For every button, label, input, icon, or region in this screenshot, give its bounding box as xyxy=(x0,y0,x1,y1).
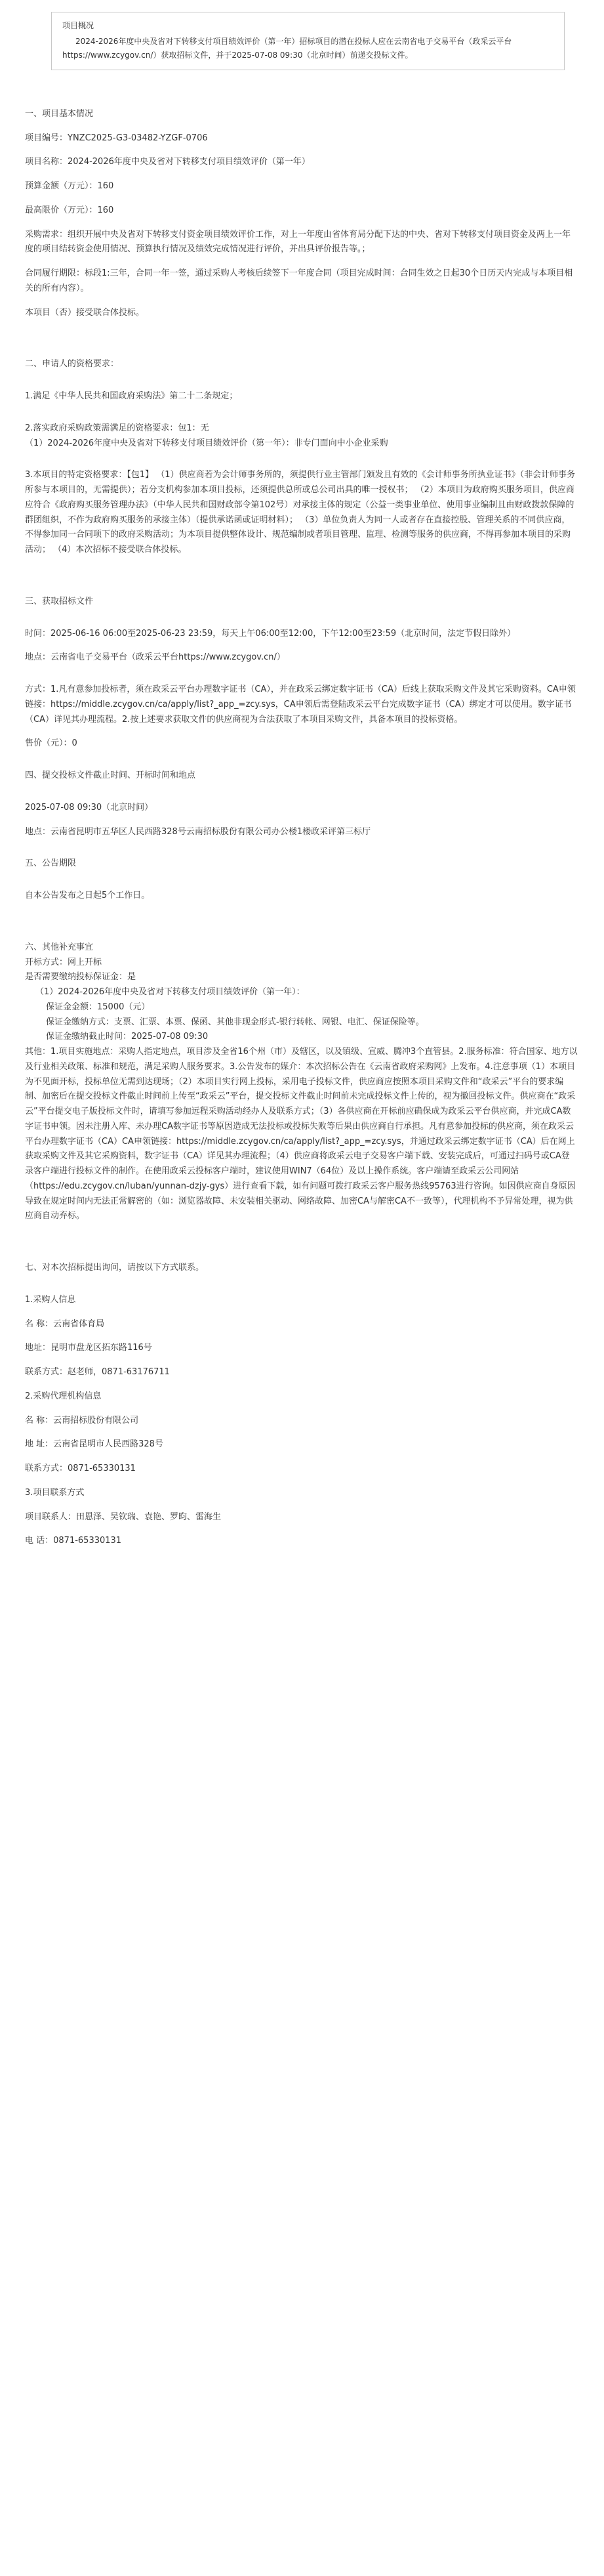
section-heading: 三、获取招标文件 xyxy=(25,596,94,606)
qualification-item-2: 2.落实政府采购政策需满足的资格要求：包1：无 xyxy=(25,423,209,433)
qualification-item-1: 1.满足《中华人民共和国政府采购法》第二十二条规定； xyxy=(25,391,238,402)
section-contact xyxy=(25,1261,578,1549)
project-name: 项目名称：2024-2026年度中央及省对下转移支付项目绩效评价（第一年） xyxy=(25,157,310,167)
agent-name: 名 称：云南招标股份有限公司 xyxy=(25,1415,139,1425)
docs-method: 方式：1.凡有意参加投标者，须在政采云平台办理数字证书（CA），并在政采云绑定数字证书（CA）后线上获取采购文件及其它采购资料。CA申领链接：https://middle.zcygov.cn/ca/apply/list?_app_=zcy.sys，CA申领后需登陆政采云平台完成数字证书（CA）绑定才可以使用。数字证书（CA）详见其办理流程。2.按上述要求获取文件的供应商视为合法获取了本项目采购文件，具备本项目的投标资格。 xyxy=(25,685,576,725)
overview-title: 项目概况 xyxy=(62,21,94,30)
section-heading: 一、项目基本情况 xyxy=(25,108,94,119)
deposit-amount: 保证金金额：15000（元） xyxy=(46,1002,150,1012)
section-get-documents xyxy=(25,595,578,751)
deposit-question: 是否需要缴纳投标保证金：是 xyxy=(25,972,136,982)
agent-address: 地 址：云南省昆明市人民西路328号 xyxy=(25,1439,163,1450)
section-deadline xyxy=(25,769,578,839)
deadline-place: 地点：云南省昆明市五华区人民西路328号云南招标股份有限公司办公楼1楼政采评第三标厅 xyxy=(25,826,371,837)
section-heading: 四、提交投标文件截止时间、开标时间和地点 xyxy=(25,771,196,781)
section-heading: 七、对本次招标提出询问，请按以下方式联系。 xyxy=(25,1263,205,1273)
section-heading: 六、其他补充事宜 xyxy=(25,942,94,952)
buyer-phone: 联系方式：赵老师，0871-63176711 xyxy=(25,1367,170,1378)
section-qualification xyxy=(25,357,578,558)
section-heading: 五、公告期限 xyxy=(25,858,77,869)
notice-period-text: 自本公告发布之日起5个工作日。 xyxy=(25,891,150,901)
docs-place: 地点：云南省电子交易平台（政采云平台https://www.zcygov.cn/） xyxy=(25,652,285,663)
procurement-requirement: 采购需求：组织开展中央及省对下转移支付资金项目绩效评价工作，对上一年度由省体育局分配下达的中央、省对下转移支付项目资金及两上一年度的项目结转资金使用情况、预算执行情况及绩效完成情况进行评价，并出具评价报告等。； xyxy=(25,229,571,255)
section-other-matters xyxy=(25,940,578,1224)
section-notice-period xyxy=(25,856,578,904)
deposit-deadline: 保证金缴纳截止时间：2025-07-08 09:30 xyxy=(46,1032,209,1042)
overview-text: 2024-2026年度中央及省对下转移支付项目绩效评价（第一年）招标项目的潜在投标人应在云南省电子交易平台（政采云平台https://www.zcygov.cn/）获取招标文件，并于2025-07-08 09:30（北京时间）前递交投标文件。 xyxy=(62,36,512,60)
opening-mode: 开标方式：网上开标 xyxy=(25,957,102,967)
consortium-note: 本项目（否）接受联合体投标。 xyxy=(25,307,145,318)
max-price: 最高限价（万元）：160 xyxy=(25,205,114,215)
section-heading: 二、申请人的资格要求： xyxy=(25,359,119,370)
deadline-time: 2025-07-08 09:30（北京时间） xyxy=(25,802,153,813)
buyer-address: 地址：昆明市盘龙区拓东路116号 xyxy=(25,1343,152,1353)
project-contact-people: 项目联系人：田恩泽、吴钦瑞、袁艳、罗昀、雷海生 xyxy=(25,1511,222,1522)
contract-period: 合同履行期限：标段1:三年，合同一年一签，通过采购人考核后续签下一年度合同（项目完成时间：合同生效之日起30个日历天内完成与本项目相关的所有内容）。 xyxy=(25,268,573,293)
docs-price: 售价（元）：0 xyxy=(25,738,77,749)
deposit-form: 保证金缴纳方式：支票、汇票、本票、保函、其他非现金形式-银行转帐、网银、电汇、保证保险等。 xyxy=(46,1017,424,1027)
section-basic-info xyxy=(25,107,578,321)
project-number: 项目编号：YNZC2025-G3-03482-YZGF-0706 xyxy=(25,133,208,143)
qualification-item-3: 3.本项目的特定资格要求：【包1】 （1）供应商若为会计师事务所的，须提供行业主管部门颁发且有效的《会计师事务所执业证书》（非会计师事务所参与本项目的，无需提供）；若分支机构参加本项目投标，还须提供总所或总公司出具的唯一授权书； （2）本项目为政府购买服务项目，供应商应符合《政府购买服务管理办法》（中华人民共和国财政部令第102号）对承接主体的规定（公益一类事业单位、使用事业编制且由财政拨款保障的群团组织，不作为政府购买服务的承接主体）（提供承诺函或证明材料）； （3）单位负责人为同一人或者存在直接控股、管理关系的不同供应商，不得参加同一合同项下的政府采购活动；为本项目提供整体设计、规范编制或者项目管理、监理、检测等服务的供应商，不得再参加本项目的采购活动； （4）本次招标不接受联合体投标。 xyxy=(25,470,576,555)
budget-amount: 预算金额（万元）：160 xyxy=(25,181,114,192)
qualification-item-2-sub: （1）2024-2026年度中央及省对下转移支付项目绩效评价（第一年）：非专门面向中小企业采购 xyxy=(25,438,388,448)
buyer-info-title: 1.采购人信息 xyxy=(25,1294,76,1305)
project-contact-title: 3.项目联系方式 xyxy=(25,1487,85,1498)
docs-time: 时间：2025-06-16 06:00至2025-06-23 23:59，每天上午06:00至12:00，下午12:00至23:59（北京时间，法定节假日除外） xyxy=(25,628,516,639)
agent-info-title: 2.采购代理机构信息 xyxy=(25,1391,102,1401)
project-overview-box xyxy=(51,12,565,70)
agent-phone: 联系方式：0871-65330131 xyxy=(25,1464,136,1474)
deposit-item: （1）2024-2026年度中央及省对下转移支付项目绩效评价（第一年）： xyxy=(35,987,305,998)
other-notes: 其他：1.项目实施地点：采购人指定地点，项目涉及全省16个州（市）及辖区，以及镇级、宣威、腾冲3个直管县。2.服务标准：符合国家、地方以及行业相关政策、标准和规范，满足采购人服务要求。3.公告发布的媒介：本次招标公告在《云南省政府采购网》上发布。4.注意事项（1）本项目为不见面开标，投标单位无需到达现场；（2）本项目实行网上投标，采用电子投标文件，供应商应按照本项目采购文件和“政采云”平台的要求编制、加密后在提交投标文件截止时间前上传至“政采云”平台，提交投标文件截止时间前未完成投标文件上传的，视为撤回投标文件。供应商在“政采云”平台提交电子版投标文件时，请填写参加远程采购活动经办人及联系方式；（3）各供应商在开标前应确保成为政采云平台供应商，并完成CA数字证书申领。因未注册入库、未办理CA数字证书等原因造成无法投标或投标失败等后果由供应商自行承担。凡有意参加投标的供应商，须在政采云平台办理数字证书（CA）CA申领链接：https://middle.zcygov.cn/ca/apply/list?_app_=zcy.sys，并通过政采云绑定数字证书（CA）后在网上获取采购文件及其它采购资料，数字证书（CA）详见其办理流程；（4）供应商将政采云电子交易客户端下载、安装完成后，可通过扫码号或CA登录客户端进行投标文件的制作。在使用政采云投标客户端时，建议使用WIN7（64位）及以上操作系统。客户端请至政采云公司网站（https://edu.zcygov.cn/luban/yunnan-dzjy-gys）进行查看下载，如有问题可拨打政采云客户服务热线95763进行咨询。如因供应商自身原因导致在规定时间内无法正常解密的（如：浏览器故障、未安装相关驱动、网络故障、加密CA与解密CA不一致等），代理机构不予异常处理，视为供应商自动弃标。 xyxy=(25,1047,578,1221)
buyer-name: 名 称：云南省体育局 xyxy=(25,1319,105,1329)
project-contact-phone: 电 话：0871-65330131 xyxy=(25,1536,122,1546)
